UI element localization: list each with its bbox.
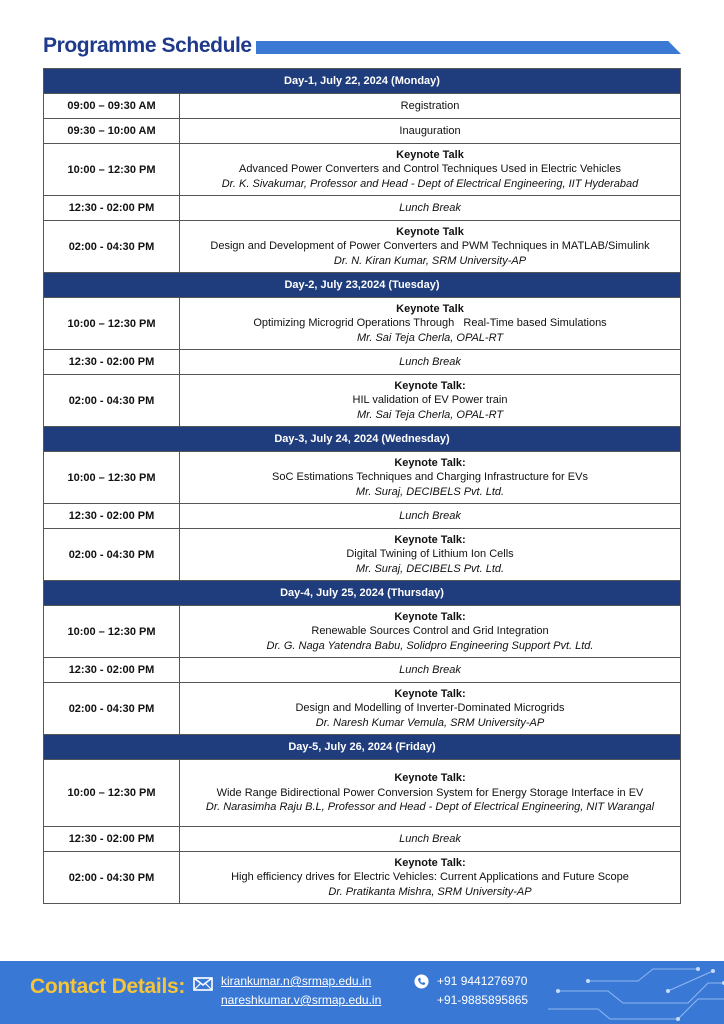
session-topic: Wide Range Bidirectional Power Conversion System for Energy Storage Interface in EV <box>216 786 644 799</box>
email-link[interactable]: kirankumar.n@srmap.edu.in <box>221 974 372 988</box>
session-topic: HIL validation of EV Power train <box>352 394 508 407</box>
day-header-row <box>44 273 681 298</box>
day-header-row <box>44 735 681 760</box>
session-kind: Keynote Talk <box>396 148 464 161</box>
session-speaker: Dr. Pratikanta Mishra, SRM University-AP <box>328 885 532 898</box>
table-row <box>44 144 681 196</box>
lunch-break: Lunch Break <box>180 658 681 683</box>
session-cell <box>180 852 681 904</box>
session-kind: Keynote Talk <box>396 225 464 238</box>
session-kind: Keynote Talk: <box>394 379 466 392</box>
session-cell <box>180 144 681 196</box>
session-speaker: Mr. Suraj, DECIBELS Pvt. Ltd. <box>355 562 505 575</box>
circuit-decoration <box>548 961 724 1024</box>
session-time: 12:30 - 02:00 PM <box>44 350 180 375</box>
lunch-break: Lunch Break <box>180 350 681 375</box>
table-row <box>44 94 681 119</box>
day-header: Day-1, July 22, 2024 (Monday) <box>44 69 681 94</box>
table-row <box>44 529 681 581</box>
session-speaker: Dr. K. Sivakumar, Professor and Head - Dept of Electrical Engineering, IIT Hyderabad <box>221 177 639 190</box>
table-row <box>44 606 681 658</box>
table-row <box>44 504 681 529</box>
table-row <box>44 452 681 504</box>
page-header <box>43 34 683 60</box>
table-row <box>44 683 681 735</box>
session-cell <box>180 375 681 427</box>
session-kind: Keynote Talk: <box>394 456 466 469</box>
lunch-break: Lunch Break <box>180 504 681 529</box>
day-header-row <box>44 581 681 606</box>
table-row <box>44 852 681 904</box>
day-header: Day-3, July 24, 2024 (Wednesday) <box>44 427 681 452</box>
session-time: 12:30 - 02:00 PM <box>44 196 180 221</box>
table-row <box>44 221 681 273</box>
session-topic: Advanced Power Converters and Control Techniques Used in Electric Vehicles <box>239 163 621 176</box>
session-time: 10:00 – 12:30 PM <box>44 452 180 504</box>
day-header: Day-5, July 26, 2024 (Friday) <box>44 735 681 760</box>
session-time: 12:30 - 02:00 PM <box>44 504 180 529</box>
table-row <box>44 298 681 350</box>
envelope-icon <box>193 977 213 996</box>
session-topic: High efficiency drives for Electric Vehicles: Current Applications and Future Scope <box>231 871 629 884</box>
day-header: Day-2, July 23,2024 (Tuesday) <box>44 273 681 298</box>
session-text: Registration <box>180 94 681 119</box>
day-header-row <box>44 69 681 94</box>
table-row <box>44 119 681 144</box>
page-title: Programme Schedule <box>43 34 252 57</box>
lunch-break: Lunch Break <box>180 196 681 221</box>
session-cell <box>180 529 681 581</box>
session-cell <box>180 298 681 350</box>
session-speaker: Dr. G. Naga Yatendra Babu, Solidpro Engineering Support Pvt. Ltd. <box>266 639 594 652</box>
contact-footer <box>0 961 724 1024</box>
table-row <box>44 827 681 852</box>
session-speaker: Dr. N. Kiran Kumar, SRM University-AP <box>333 254 527 267</box>
session-cell <box>180 606 681 658</box>
contact-label: Contact Details: <box>30 975 186 998</box>
session-time: 02:00 - 04:30 PM <box>44 852 180 904</box>
phone-number: +91 9441276970 <box>437 974 528 988</box>
session-kind: Keynote Talk: <box>394 856 466 869</box>
session-time: 09:00 – 09:30 AM <box>44 94 180 119</box>
phone-icon <box>414 974 429 994</box>
session-time: 10:00 – 12:30 PM <box>44 144 180 196</box>
session-time: 10:00 – 12:30 PM <box>44 298 180 350</box>
phone-number: +91-9885895865 <box>437 993 529 1007</box>
title-accent-bar <box>256 41 681 54</box>
lunch-break: Lunch Break <box>180 827 681 852</box>
schedule-table <box>43 68 681 904</box>
session-time: 02:00 - 04:30 PM <box>44 529 180 581</box>
session-topic: Design and Modelling of Inverter-Dominated Microgrids <box>295 702 565 715</box>
session-time: 10:00 – 12:30 PM <box>44 606 180 658</box>
session-time: 09:30 – 10:00 AM <box>44 119 180 144</box>
session-cell <box>180 760 681 827</box>
session-speaker: Dr. Narasimha Raju B.L, Professor and Head - Dept of Electrical Engineering, NIT Warangal <box>205 801 655 814</box>
session-time: 02:00 - 04:30 PM <box>44 221 180 273</box>
session-kind: Keynote Talk: <box>394 687 466 700</box>
session-topic: Optimizing Microgrid Operations Through Real-Time based Simulations <box>253 317 607 330</box>
email-link[interactable]: nareshkumar.v@srmap.edu.in <box>221 993 382 1007</box>
session-topic: SoC Estimations Techniques and Charging Infrastructure for EVs <box>272 471 588 484</box>
session-time: 12:30 - 02:00 PM <box>44 658 180 683</box>
session-time: 02:00 - 04:30 PM <box>44 683 180 735</box>
session-cell <box>180 452 681 504</box>
table-row <box>44 350 681 375</box>
session-time: 10:00 – 12:30 PM <box>44 760 180 827</box>
session-speaker: Mr. Sai Teja Cherla, OPAL-RT <box>356 331 504 344</box>
session-cell <box>180 683 681 735</box>
session-topic: Renewable Sources Control and Grid Integration <box>311 625 549 638</box>
day-header: Day-4, July 25, 2024 (Thursday) <box>44 581 681 606</box>
table-row <box>44 760 681 827</box>
session-cell <box>180 221 681 273</box>
session-speaker: Mr. Suraj, DECIBELS Pvt. Ltd. <box>355 485 505 498</box>
session-kind: Keynote Talk <box>396 302 464 315</box>
session-topic: Design and Development of Power Converters and PWM Techniques in MATLAB/Simulink <box>210 240 650 253</box>
session-topic: Digital Twining of Lithium Ion Cells <box>346 548 514 561</box>
session-kind: Keynote Talk: <box>394 772 466 785</box>
session-kind: Keynote Talk: <box>394 610 466 623</box>
day-header-row <box>44 427 681 452</box>
session-time: 12:30 - 02:00 PM <box>44 827 180 852</box>
session-kind: Keynote Talk: <box>394 533 466 546</box>
session-speaker: Dr. Naresh Kumar Vemula, SRM University-AP <box>315 716 545 729</box>
table-row <box>44 196 681 221</box>
session-text: Inauguration <box>180 119 681 144</box>
session-speaker: Mr. Sai Teja Cherla, OPAL-RT <box>356 408 504 421</box>
table-row <box>44 375 681 427</box>
table-row <box>44 658 681 683</box>
session-time: 02:00 - 04:30 PM <box>44 375 180 427</box>
